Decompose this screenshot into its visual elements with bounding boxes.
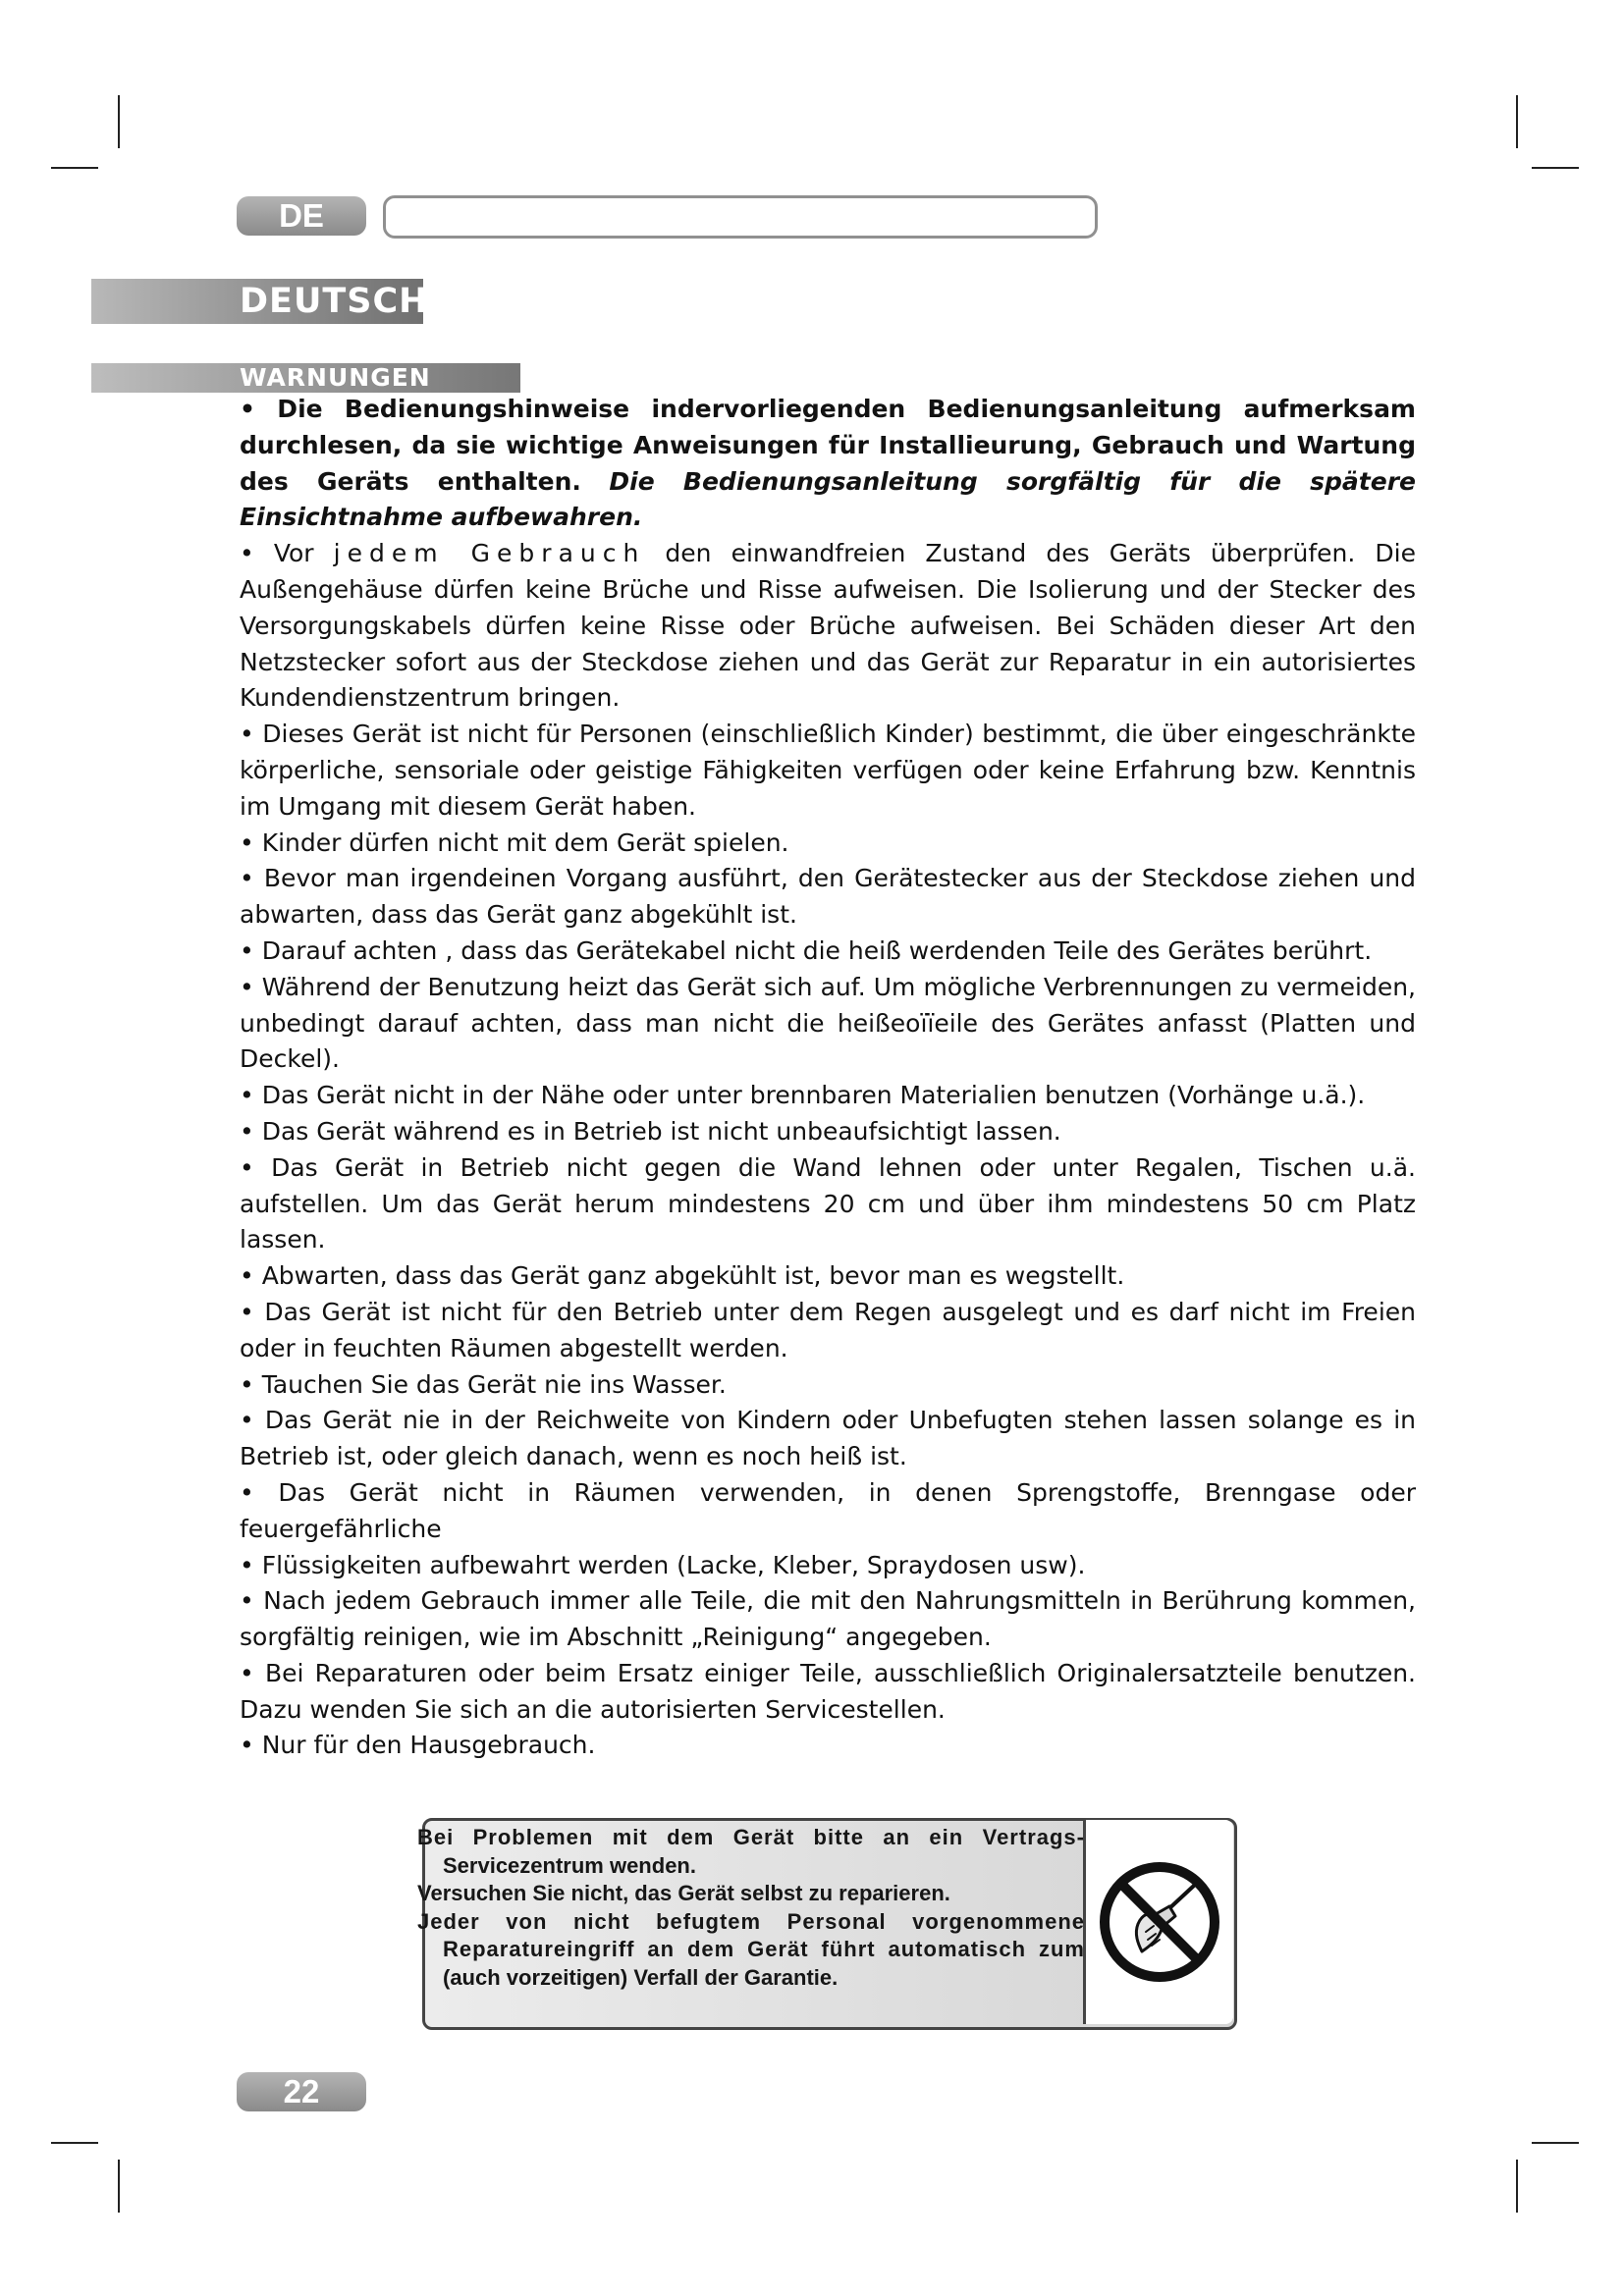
warning-item: • Das Gerät in Betrieb nicht gegen die Wand lehnen oder unter Regalen, Tischen u.ä. aufstellen. Um das Gerät herum mindestens 20 cm und über ihm mindestens 50 cm Platz lassen. xyxy=(240,1152,1416,1255)
warning-item: • Das Gerät während es in Betrieb ist nicht unbeaufsichtigt lassen. xyxy=(240,1116,1061,1146)
language-code-badge: DE xyxy=(237,196,366,236)
warning-item: • Tauchen Sie das Gerät nie ins Wasser. xyxy=(240,1369,727,1399)
warning-item: • Kinder dürfen nicht mit dem Gerät spielen. xyxy=(240,828,789,857)
service-notice-text xyxy=(417,1824,1085,1992)
notice-line: Versuchen Sie nicht, das Gerät selbst zu reparieren. xyxy=(417,1881,950,1905)
intro-paragraph xyxy=(240,392,1416,536)
page-number: 22 xyxy=(237,2072,366,2111)
warning-item: • Abwarten, dass das Gerät ganz abgekühlt ist, bevor man es wegstellt. xyxy=(240,1261,1125,1291)
intro-italic-text: Die Bedienungsanleitung sorgfältig für die spätere Einsichtnahme aufbewahren. xyxy=(240,466,1416,532)
no-repair-icon xyxy=(1086,1820,1233,2024)
warning-item: • Vor jedem Gebrauch den einwandfreien Zustand des Geräts überprüfen. Die Außengehäuse dürfen keine Brüche und Risse aufweisen. Die Isolierung und der Stecker des Versorgungskabels dürfen keine Risse oder Brüche aufweisen. Bei Schäden dieser Art den Netzstecker sofort aus der Steckdose ziehen und das Gerät zur Reparatur in ein autorisiertes Kundendienstzentrum bringen. xyxy=(240,539,1416,713)
language-heading: DEUTSCH xyxy=(240,282,429,321)
header-bar xyxy=(383,195,1098,239)
warning-item: • Dieses Gerät ist nicht für Personen (einschließlich Kinder) bestimmt, die über eingeschränkte körperliche, sensoriale oder geistige Fähigkeiten verfügen oder keine Erfahrung bzw. Kenntnis im Umgang mit diesem Gerät haben. xyxy=(240,720,1416,821)
notice-line: Bei Problemen mit dem Gerät bitte an ein Vertrags- xyxy=(417,1825,1085,1849)
warning-item: • Das Gerät nicht in Räumen verwenden, in denen Sprengstoffe, Brenngase oder feuergefährliche xyxy=(240,1477,1416,1543)
warning-item: • Nach jedem Gebrauch immer alle Teile, die mit den Nahrungsmitteln in Berührung kommen, sorgfältig reinigen, wie im Abschnitt „Reinigung“ angegeben. xyxy=(240,1586,1416,1652)
crop-mark xyxy=(118,2160,120,2213)
notice-line: Reparatureingriff an dem Gerät führt automatisch zum xyxy=(443,1937,1085,1961)
crop-mark xyxy=(1516,2160,1518,2213)
crop-mark xyxy=(1516,95,1518,148)
warning-item: • Nur für den Hausgebrauch. xyxy=(240,1731,596,1760)
section-heading: WARNUNGEN xyxy=(240,363,431,392)
spaced-emphasis: jedem Gebrauch xyxy=(333,539,646,568)
warning-item: • Während der Benutzung heizt das Gerät sich auf. Um mögliche Verbrennungen zu vermeiden, unbedingt darauf achten, dass man nicht die heißeoïïeile des Gerätes anfasst (Platten und Deckel). xyxy=(240,972,1416,1074)
crop-mark xyxy=(1532,2142,1579,2144)
intro-bold-text: • Die Bedienungshinweise indervorliegenden Bedienungsanleitung aufmerksam durchlesen, da sie wichtige Anweisungen für Installieurung, Gebrauch und Wartung des Geräts enthalten. xyxy=(240,395,1416,496)
notice-icon-panel xyxy=(1083,1820,1233,2024)
notice-line: Jeder von nicht befugtem Personal vorgenommene xyxy=(417,1908,1085,1934)
warning-item: • Bevor man irgendeinen Vorgang ausführt, den Gerätestecker aus der Steckdose ziehen und abwarten, dass das Gerät ganz abgekühlt ist. xyxy=(240,864,1416,930)
warning-item: • Das Gerät nicht in der Nähe oder unter brennbaren Materialien benutzen (Vorhänge u.ä.). xyxy=(240,1081,1366,1110)
crop-mark xyxy=(51,167,98,169)
warning-item: • Bei Reparaturen oder beim Ersatz einiger Teile, ausschließlich Originalersatzteile benutzen. Dazu wenden Sie sich an die autorisierten Servicestellen. xyxy=(240,1658,1416,1724)
warning-item: • Das Gerät nie in der Reichweite von Kindern oder Unbefugten stehen lassen solange es in Betrieb ist, oder gleich danach, wenn es noch heiß ist. xyxy=(240,1406,1416,1471)
warning-item: • Das Gerät ist nicht für den Betrieb unter dem Regen ausgelegt und es darf nicht im Freien oder in feuchten Räumen abgestellt werden. xyxy=(240,1297,1416,1362)
warning-item: • Darauf achten , dass das Gerätekabel nicht die heiß werdenden Teile des Gerätes berührt. xyxy=(240,935,1373,965)
crop-mark xyxy=(118,95,120,148)
warnings-body xyxy=(240,392,1416,1764)
crop-mark xyxy=(1532,167,1579,169)
notice-line: (auch vorzeitigen) Verfall der Garantie. xyxy=(443,1964,839,1990)
crop-mark xyxy=(51,2142,98,2144)
notice-line: Servicezentrum wenden. xyxy=(443,1852,696,1878)
warning-item: • Flüssigkeiten aufbewahrt werden (Lacke, Kleber, Spraydosen usw). xyxy=(240,1550,1086,1579)
